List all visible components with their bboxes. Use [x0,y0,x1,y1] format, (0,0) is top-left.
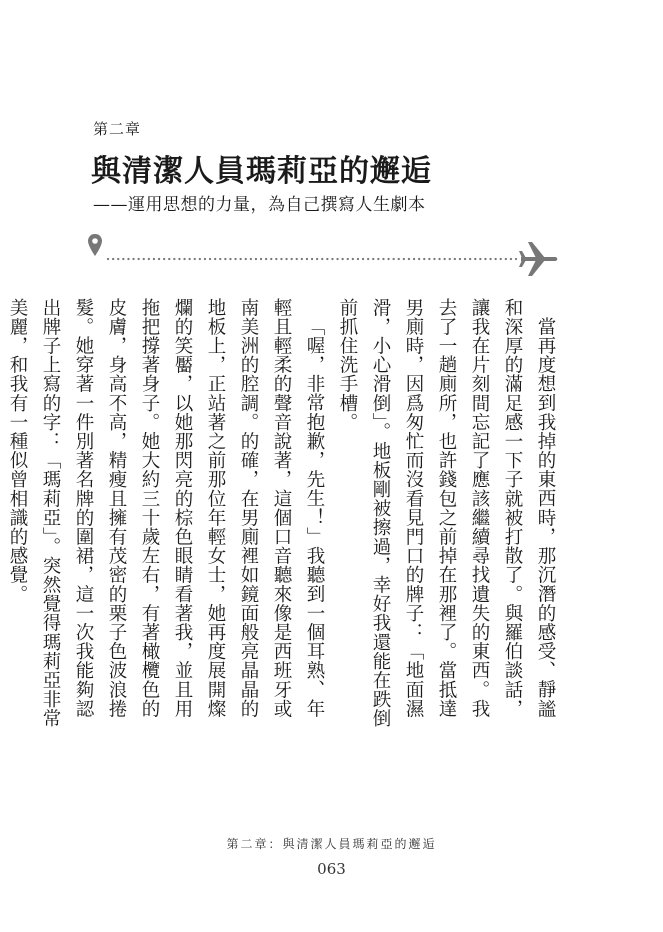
airplane-icon [519,242,557,276]
location-pin-icon [88,234,102,256]
paragraph: 「喔，非常抱歉，先生！」我聽到一個耳熟、年輕且輕柔的聲音說著，這個口音聽來像是西班牙或南美洲的腔調。的確，在男廁裡如鏡面般亮晶晶的地板上，正站著之前那位年輕女士，她再度展開燦爛的笑靨，以她那閃亮的棕色眼睛看著我，並且用拖把撐著身子。她大約三十歲左右，有著橄欖色的皮膚，身高不高，精瘦且擁有茂密的栗子色波浪捲髮。她穿著一件別著名牌的圍裙，這一次我能夠認出牌子上寫的字：「瑪莉亞」。突然覺得瑪莉亞非常美麗，和我有一種似曾相識的感覺。 [7,298,325,729]
chapter-label: 第二章 [93,120,142,138]
page-number: 063 [317,860,346,878]
route-decoration [88,232,558,272]
body-text [7,298,562,730]
chapter-subtitle: ——運用思想的力量，為自己撰寫人生劇本 [93,195,426,215]
chapter-title: 與清潔人員瑪莉亞的邂逅 [91,154,432,189]
running-footer: 第二章：與清潔人員瑪莉亞的邂逅 [226,837,437,851]
paragraph: 當再度想到我掉的東西時，那沉潛的感受、靜謐和深厚的滿足感一下子就被打散了。與羅伯談話，讓我在片刻間忘記了應該繼續尋找遺失的東西。我去了一趟廁所，也許錢包之前掉在那裡了。當抵達男廁時，因爲匆忙而沒看見門口的牌子：「地面濕滑，小心滑倒」。地板剛被擦過，幸好我還能在跌倒前抓住洗手槽。 [337,298,556,729]
